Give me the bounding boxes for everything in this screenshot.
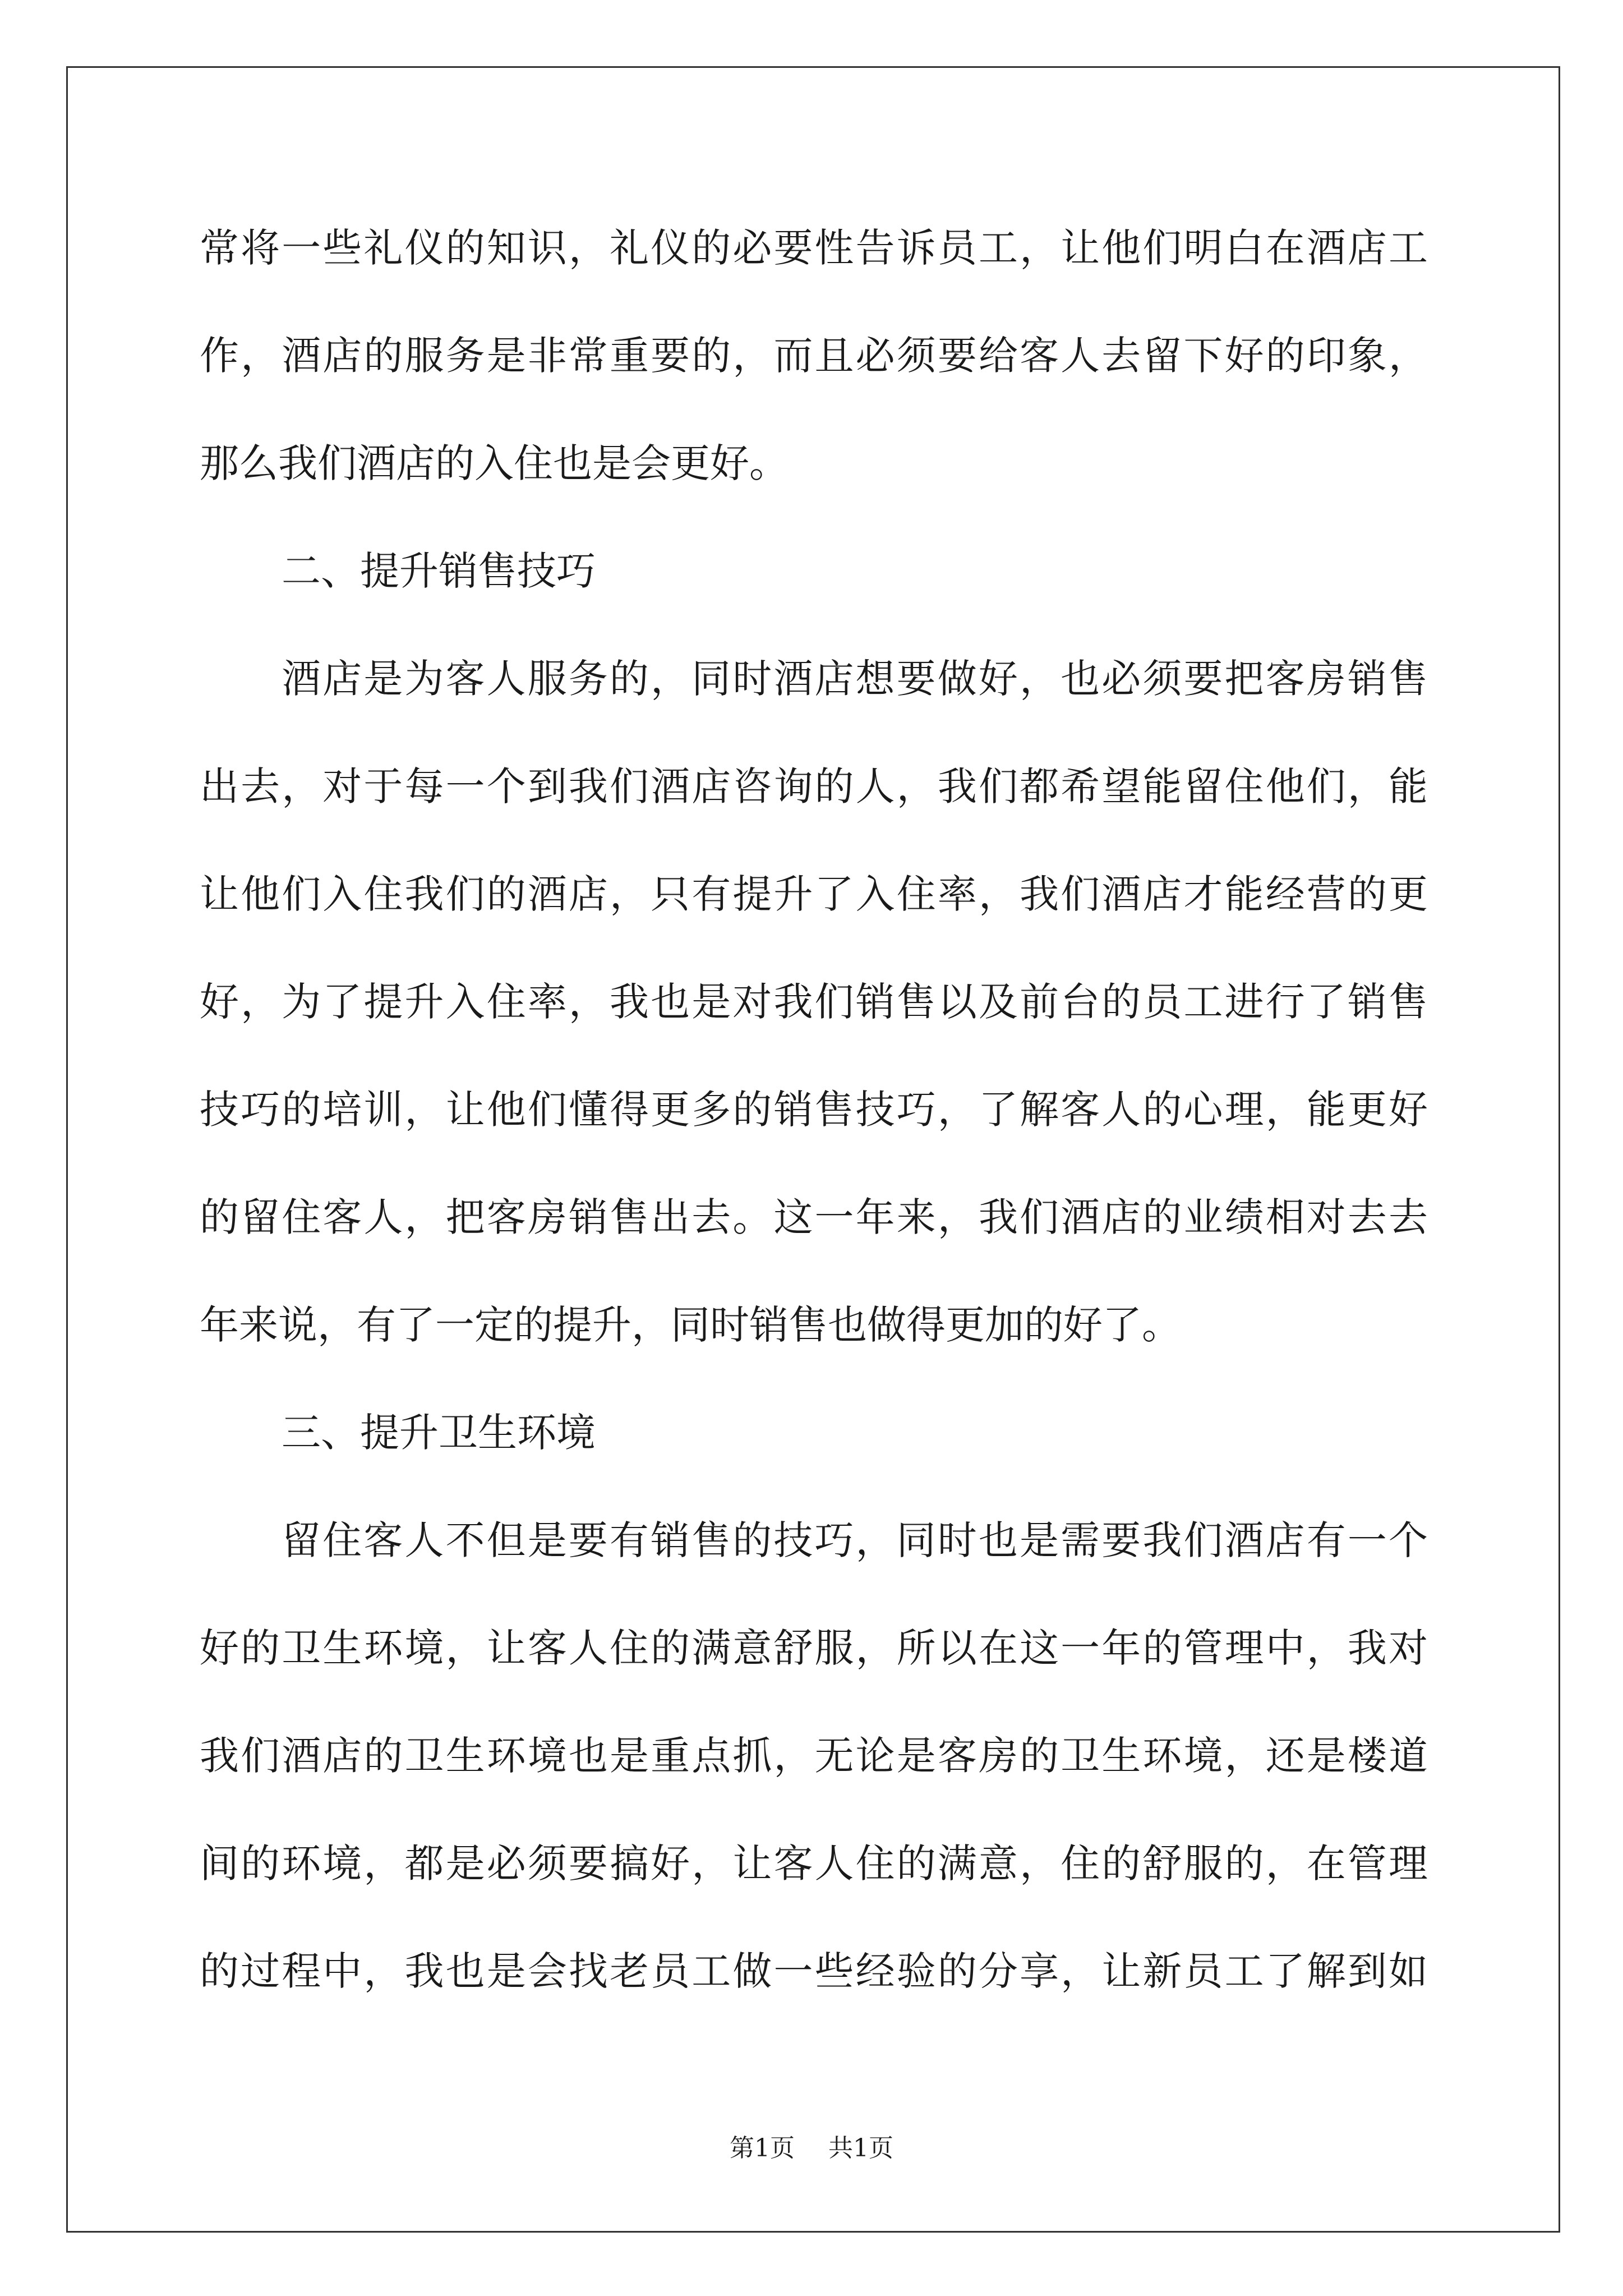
page-current: 第1页 [730, 2134, 795, 2162]
page-footer [0, 2132, 1623, 2165]
text-line: 我们酒店的卫生环境也是重点抓，无论是客房的卫生环境，还是楼道 [200, 1733, 1428, 1779]
text-line: 好的卫生环境，让客人住的满意舒服，所以在这一年的管理中，我对 [200, 1625, 1428, 1671]
text-line: 出去，对于每一个到我们酒店咨询的人，我们都希望能留住他们，能 [200, 763, 1428, 809]
page-total: 共1页 [828, 2134, 893, 2162]
text-line: 留住客人不但是要有销售的技巧，同时也是需要我们酒店有一个 [282, 1517, 1428, 1563]
text-line: 作，酒店的服务是非常重要的，而且必须要给客人去留下好的印象， [200, 333, 1428, 379]
text-line: 酒店是为客人服务的，同时酒店想要做好，也必须要把客房销售 [282, 656, 1428, 702]
text-line: 让他们入住我们的酒店，只有提升了入住率，我们酒店才能经营的更 [200, 871, 1428, 917]
text-line: 常将一些礼仪的知识，礼仪的必要性告诉员工，让他们明白在酒店工 [200, 225, 1428, 271]
document-body [200, 216, 1428, 2047]
text-line: 年来说，有了一定的提升，同时销售也做得更加的好了。 [200, 1302, 1181, 1348]
text-line: 好，为了提升入住率，我也是对我们销售以及前台的员工进行了销售 [200, 979, 1428, 1025]
text-line: 的留住客人，把客房销售出去。这一年来，我们酒店的业绩相对去去 [200, 1194, 1428, 1240]
text-line: 那么我们酒店的入住也是会更好。 [200, 440, 789, 486]
text-line: 的过程中，我也是会找老员工做一些经验的分享，让新员工了解到如 [200, 1948, 1428, 1994]
text-line: 技巧的培训，让他们懂得更多的销售技巧，了解客人的心理，能更好 [200, 1087, 1428, 1133]
text-line: 间的环境，都是必须要搞好，让客人住的满意，住的舒服的，在管理 [200, 1841, 1428, 1887]
section-heading: 三、提升卫生环境 [282, 1410, 596, 1456]
section-heading: 二、提升销售技巧 [282, 548, 596, 594]
